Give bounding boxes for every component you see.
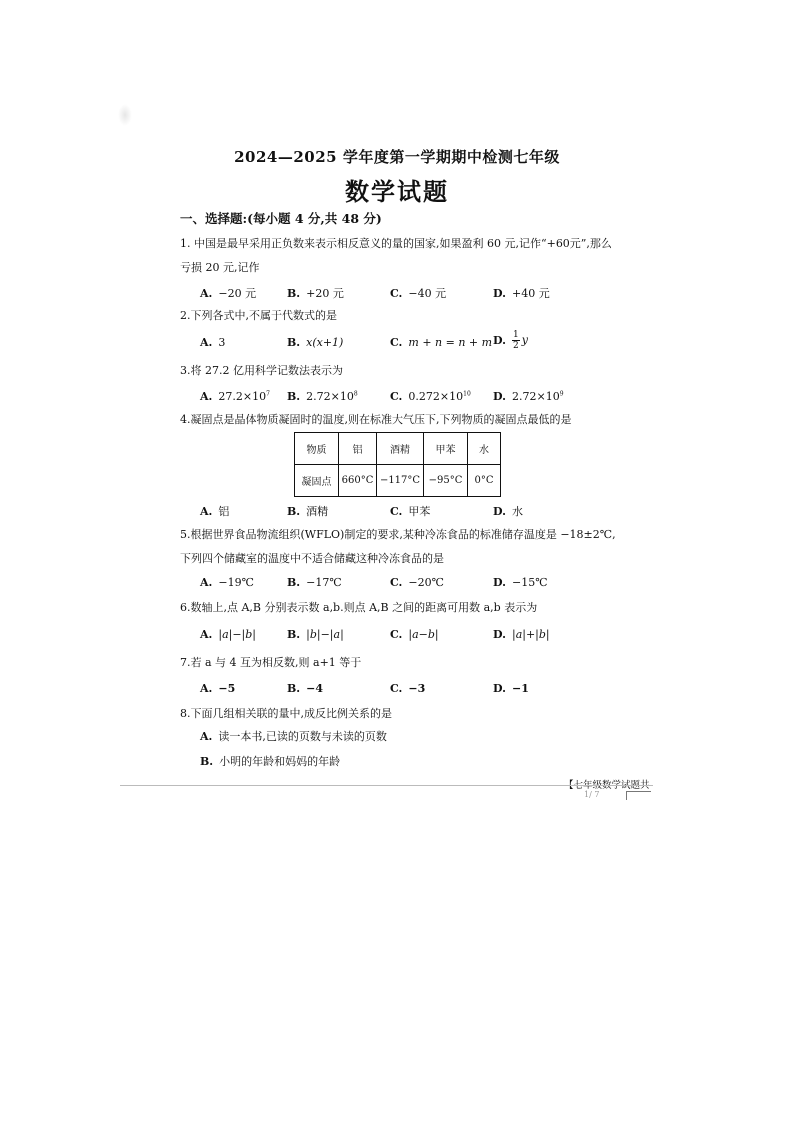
footer-divider [120,785,653,786]
question-6-line1: 6.数轴上,点 A,B 分别表示数 a,b.则点 A,B 之间的距离可用数 a,b 表示为 [180,601,538,614]
table-cell: 甲苯 [424,433,468,465]
option-b[interactable]: B. +20 元 [287,287,344,300]
section-heading: 一、选择题:(每小题 4 分,共 48 分) [180,211,382,226]
footer-label [564,777,650,791]
table-cell: 酒精 [377,433,424,465]
option-c[interactable]: C. −40 元 [390,287,447,300]
fraction-one-half: $\frac{1}{2}$ [512,330,519,351]
option-a[interactable]: A. 铝 [200,505,230,518]
question-8-option-b[interactable]: B. 小明的年龄和妈妈的年龄 [200,755,341,768]
table-header-row [295,433,501,465]
option-d[interactable]: D. −15℃ [493,576,548,589]
option-b[interactable]: B. |b|−|a| [287,628,344,641]
table-row [295,465,501,497]
option-a[interactable]: A. $27.2\times 10^7$ [200,390,270,403]
question-3-line1: 3.将 27.2 亿用科学记数法表示为 [180,364,343,377]
question-3-options [0,390,794,406]
option-a[interactable]: A. −5 [200,682,236,695]
question-7-options [0,682,794,698]
question-5-options [0,576,794,592]
option-d[interactable]: D. $2.72\times 10^9$ [493,390,564,403]
option-b[interactable]: B. −4 [287,682,324,695]
exam-title: 2024—2025 学年度第一学期期中检测七年级 [234,148,560,166]
option-c[interactable]: C. −3 [390,682,426,695]
option-b[interactable]: B. 酒精 [287,505,329,518]
table-cell: 0°C [468,465,501,497]
question-1-line2: 亏损 20 元,记作 [180,261,260,274]
table-cell: −95°C [424,465,468,497]
option-b[interactable]: B. x(x+1) [287,336,344,349]
question-8-line1: 8.下面几组相关联的量中,成反比例关系的是 [180,707,392,720]
option-a[interactable]: A. |a|−|b| [200,628,257,641]
table-cell: 物质 [295,433,339,465]
question-6-options [0,628,794,644]
option-d[interactable]: D. $\frac{1}{2}$ y [493,330,528,351]
option-c[interactable]: C. −20℃ [390,576,444,589]
question-4-options [0,503,794,519]
question-2-options [0,330,794,352]
corner-mark [626,791,651,800]
page-number: 1/ 7 [584,790,600,799]
table-cell: 660°C [339,465,377,497]
option-d[interactable]: D. +40 元 [493,287,550,300]
question-8-option-a[interactable]: A. 读一本书,已读的页数与未读的页数 [200,730,387,743]
table-cell: 凝固点 [295,465,339,497]
question-5-line2: 下列四个储藏室的温度中不适合储藏这种冷冻食品的是 [180,552,444,565]
option-c[interactable]: C. m + n = n + m [390,336,493,349]
freezing-point-table [294,432,501,497]
option-c[interactable]: C. $0.272\times 10^{10}$ [390,390,471,403]
question-2-line1: 2.下列各式中,不属于代数式的是 [180,309,337,322]
option-b[interactable]: B. $2.72\times 10^8$ [287,390,358,403]
question-1-line1: 1. 中国是最早采用正负数来表示相反意义的量的国家,如果盈利 60 元,记作“+60元”,那么 [180,237,612,250]
exam-subtitle: 数学试题 [345,177,449,206]
option-d[interactable]: D. −1 [493,682,529,695]
option-d[interactable]: D. |a|+|b| [493,628,550,641]
option-d[interactable]: D. 水 [493,505,523,518]
option-a[interactable]: A. −19℃ [200,576,254,589]
option-a[interactable]: A. 3 [200,336,226,349]
question-1-options [0,285,794,301]
option-c[interactable]: C. 甲苯 [390,505,431,518]
table-cell: 水 [468,433,501,465]
option-a[interactable]: A. −20 元 [200,287,257,300]
option-b[interactable]: B. −17℃ [287,576,342,589]
table-cell: −117°C [377,465,424,497]
option-c[interactable]: C. |a−b| [390,628,439,641]
scan-smudge [118,104,132,126]
table-cell: 铝 [339,433,377,465]
question-4-line1: 4.凝固点是晶体物质凝固时的温度,则在标准大气压下,下列物质的凝固点最低的是 [180,413,572,426]
question-5-line1: 5.根据世界食品物流组织(WFLO)制定的要求,某种冷冻食品的标准储存温度是 −18±2℃, [180,528,616,541]
question-7-line1: 7.若 a 与 4 互为相反数,则 a+1 等于 [180,656,362,669]
